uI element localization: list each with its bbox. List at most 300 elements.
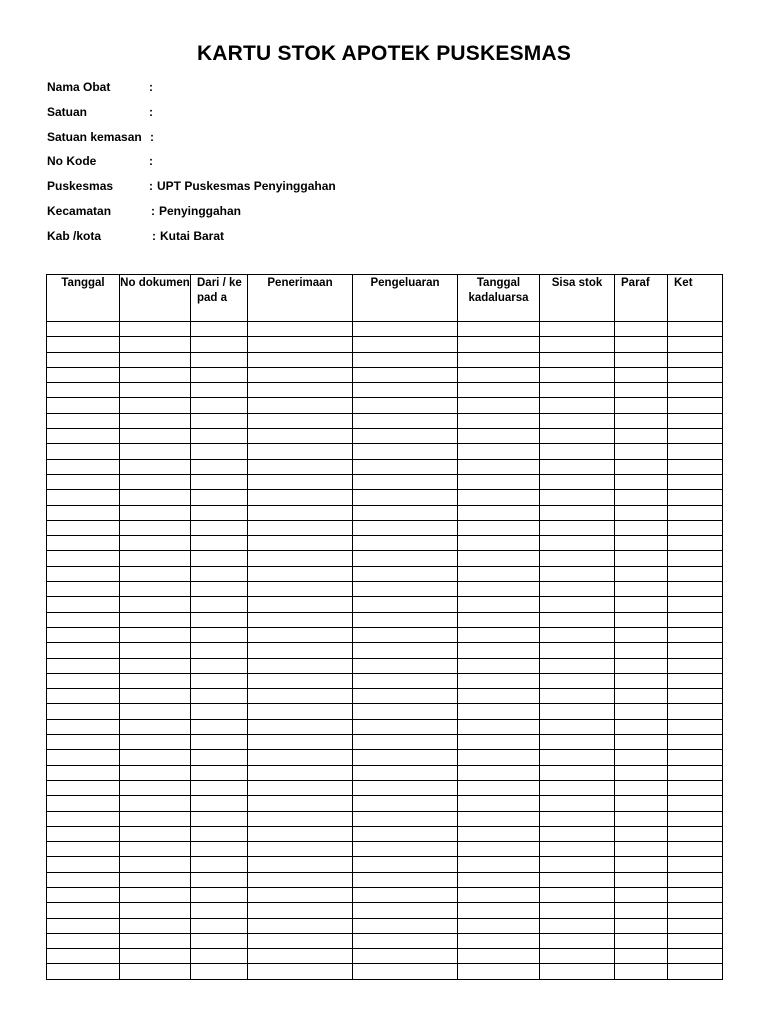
table-cell[interactable] [248,505,353,520]
table-cell[interactable] [458,505,540,520]
table-cell[interactable] [248,887,353,902]
table-cell[interactable] [458,627,540,642]
table-cell[interactable] [668,474,723,489]
table-cell[interactable] [120,949,191,964]
table-cell[interactable] [191,582,248,597]
table-cell[interactable] [353,566,458,581]
table-cell[interactable] [120,597,191,612]
table-cell[interactable] [668,658,723,673]
table-cell[interactable] [120,383,191,398]
table-cell[interactable] [615,933,668,948]
table-cell[interactable] [615,352,668,367]
table-cell[interactable] [668,933,723,948]
table-cell[interactable] [47,689,120,704]
table-cell[interactable] [47,750,120,765]
table-cell[interactable] [248,551,353,566]
table-cell[interactable] [248,811,353,826]
table-cell[interactable] [191,673,248,688]
table-cell[interactable] [248,383,353,398]
table-cell[interactable] [47,520,120,535]
table-cell[interactable] [248,474,353,489]
table-cell[interactable] [120,689,191,704]
table-cell[interactable] [248,704,353,719]
table-cell[interactable] [353,398,458,413]
table-cell[interactable] [120,918,191,933]
table-cell[interactable] [458,658,540,673]
table-cell[interactable] [540,903,615,918]
table-cell[interactable] [615,322,668,337]
table-cell[interactable] [540,704,615,719]
table-cell[interactable] [191,322,248,337]
table-cell[interactable] [191,352,248,367]
table-cell[interactable] [353,474,458,489]
table-cell[interactable] [540,887,615,902]
table-cell[interactable] [191,780,248,795]
table-cell[interactable] [248,627,353,642]
table-cell[interactable] [540,964,615,979]
table-cell[interactable] [47,964,120,979]
table-cell[interactable] [668,459,723,474]
table-cell[interactable] [248,765,353,780]
table-cell[interactable] [615,658,668,673]
table-cell[interactable] [615,689,668,704]
table-cell[interactable] [47,444,120,459]
table-cell[interactable] [668,337,723,352]
table-cell[interactable] [458,612,540,627]
table-cell[interactable] [458,796,540,811]
table-cell[interactable] [615,597,668,612]
table-cell[interactable] [668,826,723,841]
table-cell[interactable] [668,367,723,382]
table-cell[interactable] [191,857,248,872]
table-cell[interactable] [668,643,723,658]
table-cell[interactable] [353,719,458,734]
table-cell[interactable] [47,796,120,811]
table-cell[interactable] [47,566,120,581]
table-cell[interactable] [248,949,353,964]
table-cell[interactable] [191,551,248,566]
table-cell[interactable] [191,933,248,948]
table-cell[interactable] [668,704,723,719]
table-cell[interactable] [120,322,191,337]
table-cell[interactable] [540,612,615,627]
table-cell[interactable] [668,780,723,795]
table-cell[interactable] [191,566,248,581]
table-cell[interactable] [47,322,120,337]
table-cell[interactable] [615,536,668,551]
table-cell[interactable] [47,459,120,474]
table-cell[interactable] [120,474,191,489]
table-cell[interactable] [458,536,540,551]
table-cell[interactable] [458,444,540,459]
table-cell[interactable] [248,719,353,734]
table-cell[interactable] [47,536,120,551]
table-cell[interactable] [540,735,615,750]
table-cell[interactable] [353,337,458,352]
table-cell[interactable] [668,444,723,459]
table-cell[interactable] [191,842,248,857]
table-cell[interactable] [458,811,540,826]
table-cell[interactable] [248,367,353,382]
table-cell[interactable] [120,413,191,428]
table-cell[interactable] [458,673,540,688]
table-cell[interactable] [540,505,615,520]
table-cell[interactable] [120,612,191,627]
table-cell[interactable] [615,964,668,979]
table-cell[interactable] [120,903,191,918]
table-cell[interactable] [120,673,191,688]
table-cell[interactable] [540,444,615,459]
table-cell[interactable] [540,367,615,382]
table-cell[interactable] [191,826,248,841]
table-cell[interactable] [540,429,615,444]
table-cell[interactable] [615,505,668,520]
table-cell[interactable] [191,413,248,428]
table-cell[interactable] [47,551,120,566]
table-cell[interactable] [615,780,668,795]
table-cell[interactable] [540,398,615,413]
table-cell[interactable] [615,566,668,581]
table-cell[interactable] [458,872,540,887]
table-cell[interactable] [191,918,248,933]
table-cell[interactable] [458,842,540,857]
table-cell[interactable] [458,551,540,566]
table-cell[interactable] [47,367,120,382]
table-cell[interactable] [353,933,458,948]
table-cell[interactable] [191,612,248,627]
table-cell[interactable] [615,367,668,382]
table-cell[interactable] [248,735,353,750]
table-cell[interactable] [120,780,191,795]
table-cell[interactable] [248,597,353,612]
table-cell[interactable] [120,643,191,658]
table-cell[interactable] [615,337,668,352]
table-cell[interactable] [47,857,120,872]
table-cell[interactable] [353,413,458,428]
table-cell[interactable] [668,765,723,780]
table-cell[interactable] [458,337,540,352]
table-cell[interactable] [47,658,120,673]
table-cell[interactable] [248,490,353,505]
table-cell[interactable] [668,505,723,520]
table-cell[interactable] [458,689,540,704]
table-cell[interactable] [47,429,120,444]
table-cell[interactable] [47,383,120,398]
table-cell[interactable] [540,673,615,688]
table-cell[interactable] [191,796,248,811]
table-cell[interactable] [248,566,353,581]
table-cell[interactable] [47,811,120,826]
table-cell[interactable] [353,459,458,474]
table-cell[interactable] [248,933,353,948]
table-cell[interactable] [47,933,120,948]
table-cell[interactable] [668,627,723,642]
table-cell[interactable] [248,413,353,428]
table-cell[interactable] [668,398,723,413]
table-cell[interactable] [120,490,191,505]
table-cell[interactable] [540,933,615,948]
table-cell[interactable] [47,872,120,887]
table-cell[interactable] [615,765,668,780]
table-cell[interactable] [615,413,668,428]
table-cell[interactable] [540,383,615,398]
table-cell[interactable] [353,704,458,719]
table-cell[interactable] [120,857,191,872]
table-cell[interactable] [248,857,353,872]
table-cell[interactable] [458,964,540,979]
table-cell[interactable] [668,918,723,933]
table-cell[interactable] [615,383,668,398]
table-cell[interactable] [458,949,540,964]
table-cell[interactable] [458,383,540,398]
table-cell[interactable] [540,474,615,489]
table-cell[interactable] [540,337,615,352]
table-cell[interactable] [191,505,248,520]
table-cell[interactable] [668,383,723,398]
table-cell[interactable] [191,658,248,673]
table-cell[interactable] [668,887,723,902]
table-cell[interactable] [120,842,191,857]
table-cell[interactable] [47,597,120,612]
table-cell[interactable] [120,719,191,734]
table-cell[interactable] [47,582,120,597]
table-cell[interactable] [120,735,191,750]
table-cell[interactable] [248,322,353,337]
table-cell[interactable] [458,367,540,382]
table-cell[interactable] [353,765,458,780]
table-cell[interactable] [458,933,540,948]
table-cell[interactable] [191,520,248,535]
table-cell[interactable] [540,352,615,367]
table-cell[interactable] [458,750,540,765]
table-cell[interactable] [458,520,540,535]
table-cell[interactable] [191,367,248,382]
table-cell[interactable] [120,566,191,581]
table-cell[interactable] [353,551,458,566]
table-cell[interactable] [668,566,723,581]
table-cell[interactable] [120,750,191,765]
table-cell[interactable] [540,750,615,765]
table-cell[interactable] [353,842,458,857]
table-cell[interactable] [353,627,458,642]
table-cell[interactable] [248,658,353,673]
table-cell[interactable] [191,719,248,734]
table-cell[interactable] [248,673,353,688]
table-cell[interactable] [191,337,248,352]
table-cell[interactable] [458,903,540,918]
table-cell[interactable] [540,536,615,551]
table-cell[interactable] [47,398,120,413]
table-cell[interactable] [353,872,458,887]
table-cell[interactable] [668,857,723,872]
table-cell[interactable] [540,796,615,811]
table-cell[interactable] [615,643,668,658]
table-cell[interactable] [458,490,540,505]
table-cell[interactable] [353,689,458,704]
table-cell[interactable] [458,780,540,795]
table-cell[interactable] [120,796,191,811]
table-cell[interactable] [353,811,458,826]
table-cell[interactable] [191,735,248,750]
table-cell[interactable] [191,474,248,489]
table-cell[interactable] [615,857,668,872]
table-cell[interactable] [248,872,353,887]
table-cell[interactable] [540,826,615,841]
table-cell[interactable] [615,719,668,734]
table-cell[interactable] [668,490,723,505]
table-cell[interactable] [248,842,353,857]
table-cell[interactable] [248,337,353,352]
table-cell[interactable] [47,337,120,352]
table-cell[interactable] [47,505,120,520]
table-cell[interactable] [353,322,458,337]
table-cell[interactable] [668,520,723,535]
table-cell[interactable] [668,612,723,627]
table-cell[interactable] [248,750,353,765]
table-cell[interactable] [353,918,458,933]
table-cell[interactable] [353,735,458,750]
table-cell[interactable] [248,918,353,933]
table-cell[interactable] [191,444,248,459]
table-cell[interactable] [191,903,248,918]
table-cell[interactable] [353,505,458,520]
table-cell[interactable] [668,352,723,367]
table-cell[interactable] [458,566,540,581]
table-cell[interactable] [540,689,615,704]
table-cell[interactable] [615,949,668,964]
table-cell[interactable] [668,536,723,551]
table-cell[interactable] [615,474,668,489]
table-cell[interactable] [353,780,458,795]
table-cell[interactable] [248,780,353,795]
table-cell[interactable] [191,949,248,964]
table-cell[interactable] [47,949,120,964]
table-cell[interactable] [47,612,120,627]
table-cell[interactable] [615,704,668,719]
table-cell[interactable] [668,811,723,826]
table-cell[interactable] [540,490,615,505]
table-cell[interactable] [458,857,540,872]
table-cell[interactable] [458,398,540,413]
table-cell[interactable] [668,413,723,428]
table-cell[interactable] [458,474,540,489]
table-cell[interactable] [353,490,458,505]
table-cell[interactable] [615,842,668,857]
table-cell[interactable] [540,918,615,933]
table-cell[interactable] [540,597,615,612]
table-cell[interactable] [615,459,668,474]
table-cell[interactable] [458,735,540,750]
table-cell[interactable] [47,490,120,505]
table-cell[interactable] [540,780,615,795]
table-cell[interactable] [540,872,615,887]
table-cell[interactable] [47,413,120,428]
table-cell[interactable] [120,704,191,719]
table-cell[interactable] [353,367,458,382]
table-cell[interactable] [353,536,458,551]
table-cell[interactable] [540,658,615,673]
table-cell[interactable] [120,536,191,551]
table-cell[interactable] [120,520,191,535]
table-cell[interactable] [47,842,120,857]
table-cell[interactable] [248,444,353,459]
table-cell[interactable] [540,842,615,857]
table-cell[interactable] [353,383,458,398]
table-cell[interactable] [47,735,120,750]
table-cell[interactable] [120,551,191,566]
table-cell[interactable] [458,459,540,474]
table-cell[interactable] [668,735,723,750]
table-cell[interactable] [120,887,191,902]
table-cell[interactable] [615,490,668,505]
table-cell[interactable] [458,918,540,933]
table-cell[interactable] [120,964,191,979]
table-cell[interactable] [668,673,723,688]
table-cell[interactable] [668,551,723,566]
table-cell[interactable] [615,735,668,750]
table-cell[interactable] [458,704,540,719]
table-cell[interactable] [191,765,248,780]
table-cell[interactable] [540,582,615,597]
table-cell[interactable] [120,352,191,367]
table-cell[interactable] [458,765,540,780]
table-cell[interactable] [540,765,615,780]
table-cell[interactable] [248,643,353,658]
table-cell[interactable] [47,918,120,933]
table-cell[interactable] [458,322,540,337]
table-cell[interactable] [615,750,668,765]
table-cell[interactable] [191,704,248,719]
table-cell[interactable] [668,949,723,964]
table-cell[interactable] [458,429,540,444]
table-cell[interactable] [353,796,458,811]
table-cell[interactable] [668,429,723,444]
table-cell[interactable] [191,398,248,413]
table-cell[interactable] [615,826,668,841]
table-cell[interactable] [540,811,615,826]
table-cell[interactable] [353,826,458,841]
table-cell[interactable] [248,612,353,627]
table-cell[interactable] [353,949,458,964]
table-cell[interactable] [353,352,458,367]
table-cell[interactable] [353,887,458,902]
table-cell[interactable] [248,903,353,918]
table-cell[interactable] [353,673,458,688]
table-cell[interactable] [47,627,120,642]
table-cell[interactable] [120,765,191,780]
table-cell[interactable] [191,964,248,979]
table-cell[interactable] [458,582,540,597]
table-cell[interactable] [47,673,120,688]
table-cell[interactable] [668,597,723,612]
table-cell[interactable] [668,582,723,597]
table-cell[interactable] [668,719,723,734]
table-cell[interactable] [615,872,668,887]
table-cell[interactable] [540,322,615,337]
table-cell[interactable] [120,429,191,444]
table-cell[interactable] [120,398,191,413]
table-cell[interactable] [615,627,668,642]
table-cell[interactable] [458,826,540,841]
table-cell[interactable] [47,826,120,841]
table-cell[interactable] [540,551,615,566]
table-cell[interactable] [191,643,248,658]
table-cell[interactable] [120,933,191,948]
table-cell[interactable] [248,352,353,367]
table-cell[interactable] [615,429,668,444]
table-cell[interactable] [120,459,191,474]
table-cell[interactable] [615,551,668,566]
